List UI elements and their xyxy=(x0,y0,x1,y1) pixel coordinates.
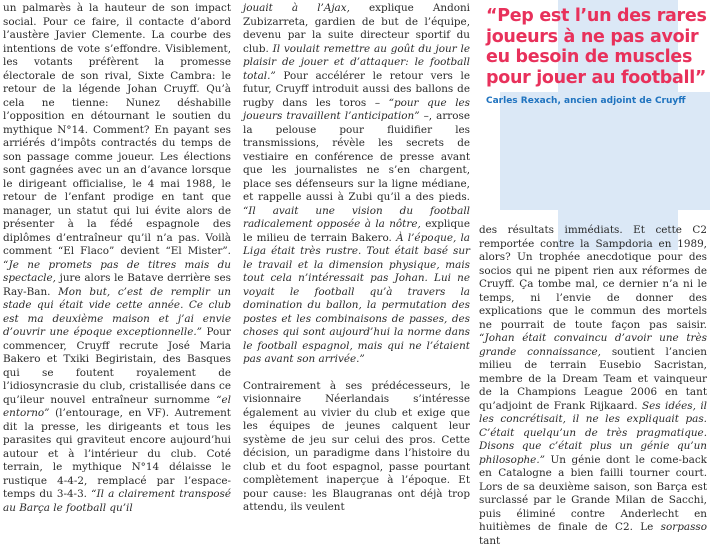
article-column-2 xyxy=(243,2,470,515)
pull-quote xyxy=(486,6,708,106)
paragraph: des résultats immédiats. Et cette C2 remportée contre la Sampdoria en 1989, alors? Un trophée anecdotique pour des socios qui ne pipent rien aux réformes de Cruyff. Ça tombe mal, ce dernier n’a ni le temps, ni l’envie de donner des explications que le commun des mortels ne pourrait de toute façon pas saisir. “Johan était convaincu d’avoir une très grande connaissance, soutient l’ancien milieu de terrain Eusebio Sacristan, membre de la Dream Team et vainqueur de la Champions League 2006 en tant qu’adjoint de Frank Rijkaard. Ses idées, il les concrétisait, il ne les expliquait pas. C’était quelqu’un de très pragmatique. Disons que c’était plus un génie qu’un philosophe.” Un génie dont le come-back en Catalogne a bien failli tourner court. Lors de sa deuxième saison, son Barça est surclassé par le Grande Milan de Sacchi, puis éliminé contre Anderlecht en huitièmes de finale de C2. Le sorpasso tant xyxy=(479,224,707,547)
paragraph: jouait à l’Ajax, explique Andoni Zubizarreta, gardien de but de l’équipe, devenu par la suite directeur sportif du club. Il voulait remettre au goût du jour le plaisir de jouer et d’attaquer: le football total.” Pour accélérer le retour vers le futur, Cruyff introduit aussi des ballons de rugby dans les toros – “pour que les joueurs travaillent l’anticipation” –, arrose la pelouse pour fluidifier les transmissions, révèle les secrets de vestiaire en conférence de presse avant que les journalistes ne s’en chargent, place ses défenseurs sur la ligne médiane, et rappelle aussi à Zubi qu’il a des pieds. “Il avait une vision du football radicalement opposée à la nôtre, explique le milieu de terrain Bakero. À l’époque, la Liga était très rustre. Tout était basé sur le travail et la dimension physique, mais tout cela n’intéressait pas Johan. Lui ne voyait le football qu’à travers la domination du ballon, la permutation des postes et les combinaisons de passes, des choses qui sont aujourd’hui la norme dans le football espagnol, mais qui ne l’étaient pas avant son arrivée.” xyxy=(243,2,470,365)
pull-quote-author: Carles Rexach, ancien adjoint de Cruyff xyxy=(486,96,686,106)
article-column-1 xyxy=(3,2,231,515)
pull-quote-text: “Pep est l’un des rares joueurs à ne pas avoir eu besoin de muscles pour jouer au football” xyxy=(486,6,707,88)
paragraph: un palmarès à la hauteur de son impact social. Pour ce faire, il contacte d’abord l’austère Javier Clemente. La courbe des intentions de vote s’effondre. Visiblement, les votants préfèrent la promesse électorale de son rival, Sixte Cambra: le retour de la légende Johan Cruyff. Qu’à cela ne tienne: Nunez déshabille l’opposition en détournant le soutien du mythique N°14. Comment? En payant ses arriérés d’impôts contractés du temps de son passage comme joueur. Les élections sont gagnées avec un an d’avance lorsque le dirigeant officialise, le 4 mai 1988, le retour de l’enfant prodige en tant que manager, un statut qui lui évite alors de présenter à la fédé espagnole des diplômes d’entraîneur qu’il n’a pas. Voilà comment “El Flaco” devient “El Mister”. “Je ne promets pas de titres mais du spectacle, jure alors le Batave derrière ses Ray-Ban. Mon but, c’est de remplir un stade qui était vide cette année. Ce club est ma deuxième maison et j’ai envie d’ouvrir une époque exceptionnelle.” Pour commencer, Cruyff recrute José Maria Bakero et Txiki Begiristain, des Basques qui se foutent royalement de l’idiosyncrasie du club, cristallisée dans ce qu’ileur nouvel entraîneur surnomme “el entorno” (l’entourage, en VF). Autrement dit la presse, les dirigeants et tous les parasites qui graviteut encore aujourd’hui autour et à l’intérieur du club. Coté terrain, le mythique N°14 délaisse le rustique 4-4-2, remplacé par l’espace-temps du 3-4-3. “Il a clairement transposé au Barça le football qu’il xyxy=(3,2,231,514)
article-column-3 xyxy=(479,224,707,548)
background-cross-horizontal xyxy=(500,92,710,210)
paragraph: Contrairement à ses prédécesseurs, le visionnaire Néerlandais s’intéresse également au vivier du club et exige que les équipes de jeunes calquent leur système de jeu sur celui des pros. Cette décision, un paradigme dans l’histoire du club et du foot espagnol, passe pourtant complètement inaperçue à l’époque. Et pour cause: les Blaugranas ont déjà trop attendu, ils veulent xyxy=(243,379,470,513)
